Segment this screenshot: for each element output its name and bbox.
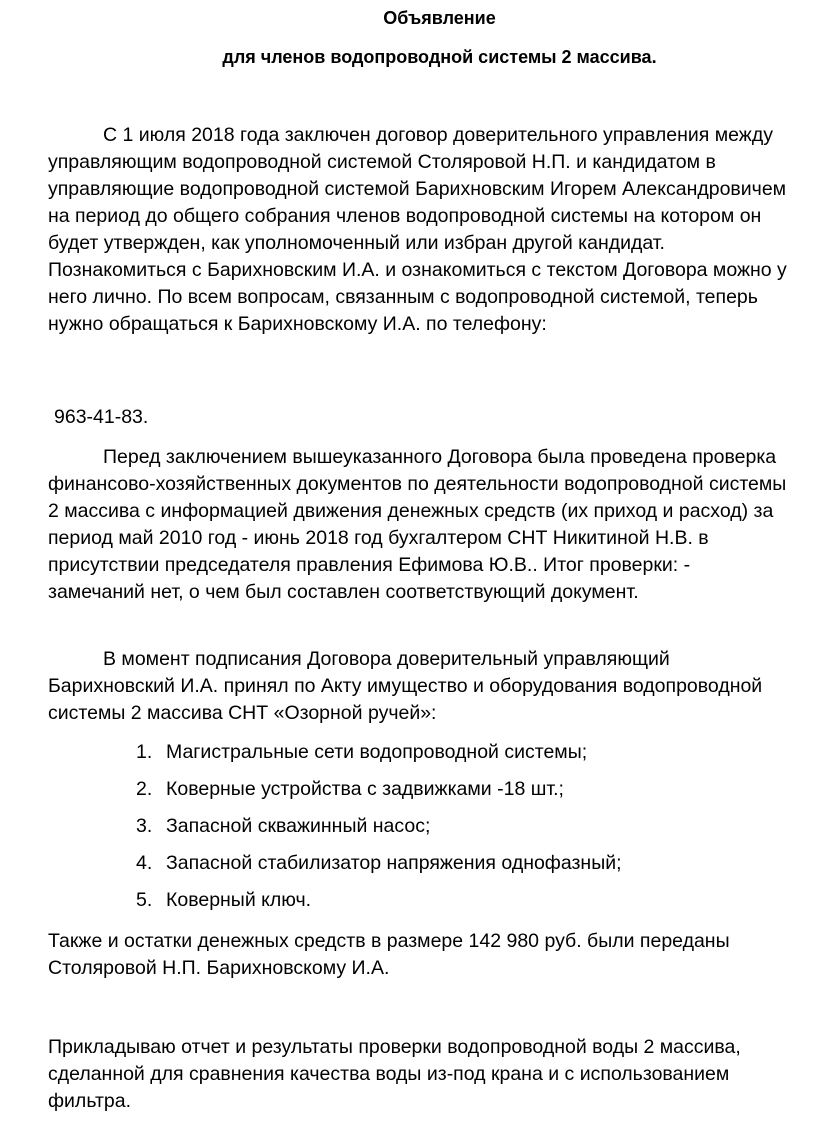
list-item (136, 776, 622, 813)
list-item (136, 739, 622, 776)
paragraph-audit: Перед заключением вышеуказанного Договора была проведена проверка финансово-хозяйственных документов по деятельности водопроводной системы 2 массива с информацией движения денежных средств (их приход и расход) за период май 2010 год - июнь 2018 год бухгалтером СНТ Никитиной Н.В. в присутствии председателя правления Ефимова Ю.В.. Итог проверки: - замечаний нет, о чем был составлен соответствующий документ. (48, 446, 787, 603)
list-item-text: Коверный ключ. (166, 889, 312, 911)
list-item-text: Коверные устройства с задвижками -18 шт.; (166, 778, 564, 800)
list-item (136, 887, 622, 924)
equipment-list (136, 739, 622, 924)
list-item-text: Запасной стабилизатор напряжения однофазный; (166, 852, 622, 874)
list-item-text: Запасной скважинный насос; (166, 815, 431, 837)
list-item-number: 1. (136, 741, 153, 763)
list-item-number: 4. (136, 852, 153, 874)
phone-number: 963-41-83. (54, 406, 149, 428)
paragraph-attachment: Прикладываю отчет и результаты проверки водопроводной воды 2 массива, сделанной для сравнения качества воды из-под крана и с использованием фильтра. (48, 1036, 741, 1112)
paragraph-contract: С 1 июля 2018 года заключен договор доверительного управления между управляющим водопроводной системой Столяровой Н.П. и кандидатом в управляющие водопроводной системой Барихновским Игорем Александровичем на период до общего собрания членов водопроводной системы на котором он будет утвержден, как уполномоченный или избран другой кандидат. Познакомиться с Барихновским И.А. и ознакомиться с текстом Договора можно у него лично. По всем вопросам, связанным с водопроводной системой, теперь нужно обращаться к Барихновскому И.А. по телефону: (48, 124, 787, 335)
list-item-number: 2. (136, 778, 153, 800)
document-subtitle: для членов водопроводной системы 2 массива. (222, 47, 657, 67)
list-item-number: 3. (136, 815, 153, 837)
list-item (136, 813, 622, 850)
list-item-text: Магистральные сети водопроводной системы; (166, 741, 588, 763)
paragraph-funds: Также и остатки денежных средств в размере 142 980 руб. были переданы Столяровой Н.П. Барихновскому И.А. (48, 930, 730, 979)
document-title: Объявление (383, 8, 496, 28)
list-item-number: 5. (136, 889, 153, 911)
list-item (136, 850, 622, 887)
paragraph-handover: В момент подписания Договора доверительный управляющий Барихновский И.А. принял по Акту имущество и оборудования водопроводной системы 2 массива СНТ «Озорной ручей»: (48, 648, 763, 724)
